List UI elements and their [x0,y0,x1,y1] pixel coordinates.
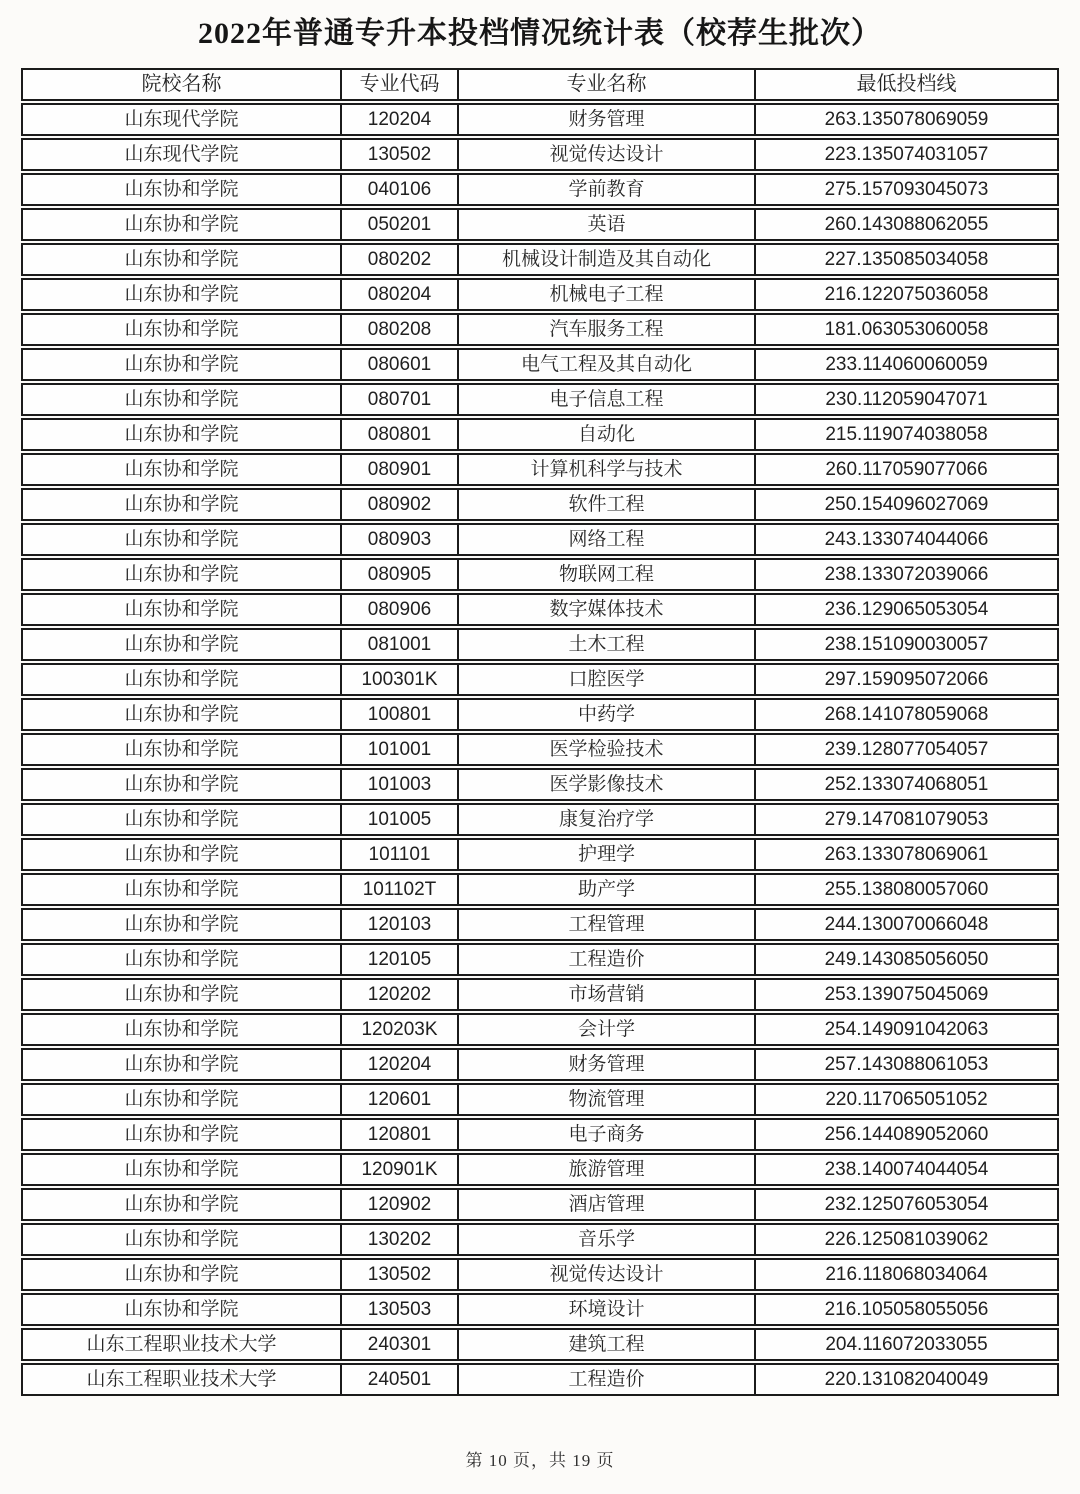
page-title: 2022年普通专升本投档情况统计表（校荐生批次） [198,17,882,50]
table-row [21,663,1059,696]
min-score-cell: 297.159095072066 [756,663,1059,696]
major-name-cell: 英语 [459,208,756,241]
column-header-school: 院校名称 [21,68,342,101]
major-code-cell: 081001 [342,628,459,661]
school-cell: 山东现代学院 [21,138,342,171]
major-name-cell: 物联网工程 [459,558,756,591]
major-code-cell: 040106 [342,173,459,206]
school-cell: 山东协和学院 [21,1188,342,1221]
min-score-cell: 216.105058055056 [756,1293,1059,1326]
school-cell: 山东协和学院 [21,1153,342,1186]
min-score-cell: 230.112059047071 [756,383,1059,416]
min-score-cell: 263.133078069061 [756,838,1059,871]
major-name-cell: 环境设计 [459,1293,756,1326]
major-code-cell: 101003 [342,768,459,801]
major-name-cell: 数字媒体技术 [459,593,756,626]
school-cell: 山东协和学院 [21,1223,342,1256]
min-score-cell: 238.133072039066 [756,558,1059,591]
major-name-cell: 机械电子工程 [459,278,756,311]
page-number-footer: 第 10 页，共 19 页 [465,1451,615,1470]
table-row [21,628,1059,661]
major-name-cell: 口腔医学 [459,663,756,696]
major-code-cell: 130502 [342,1258,459,1291]
table-row [21,1118,1059,1151]
major-code-cell: 120105 [342,943,459,976]
major-code-cell: 101101 [342,838,459,871]
min-score-cell: 250.154096027069 [756,488,1059,521]
column-header-major-code: 专业代码 [342,68,459,101]
admission-stats-table [21,66,1059,1398]
school-cell: 山东协和学院 [21,1013,342,1046]
table-row [21,418,1059,451]
school-cell: 山东协和学院 [21,593,342,626]
major-code-cell: 120203K [342,1013,459,1046]
school-cell: 山东协和学院 [21,348,342,381]
major-name-cell: 旅游管理 [459,1153,756,1186]
major-code-cell: 120902 [342,1188,459,1221]
table-row [21,1293,1059,1326]
school-cell: 山东协和学院 [21,383,342,416]
school-cell: 山东协和学院 [21,278,342,311]
major-code-cell: 120202 [342,978,459,1011]
school-cell: 山东协和学院 [21,908,342,941]
column-header-major-name: 专业名称 [459,68,756,101]
table-row [21,103,1059,136]
table-row [21,838,1059,871]
major-code-cell: 080906 [342,593,459,626]
major-name-cell: 自动化 [459,418,756,451]
major-name-cell: 会计学 [459,1013,756,1046]
school-cell: 山东协和学院 [21,453,342,486]
major-name-cell: 财务管理 [459,1048,756,1081]
table-row [21,978,1059,1011]
major-code-cell: 080901 [342,453,459,486]
min-score-cell: 263.135078069059 [756,103,1059,136]
school-cell: 山东协和学院 [21,173,342,206]
min-score-cell: 275.157093045073 [756,173,1059,206]
major-code-cell: 120103 [342,908,459,941]
major-code-cell: 080202 [342,243,459,276]
major-code-cell: 240301 [342,1328,459,1361]
major-code-cell: 080701 [342,383,459,416]
table-row [21,278,1059,311]
major-name-cell: 物流管理 [459,1083,756,1116]
major-name-cell: 机械设计制造及其自动化 [459,243,756,276]
major-name-cell: 康复治疗学 [459,803,756,836]
major-code-cell: 130502 [342,138,459,171]
major-name-cell: 学前教育 [459,173,756,206]
major-code-cell: 080801 [342,418,459,451]
min-score-cell: 260.143088062055 [756,208,1059,241]
table-row [21,1013,1059,1046]
table-row [21,1328,1059,1361]
min-score-cell: 181.063053060058 [756,313,1059,346]
min-score-cell: 238.140074044054 [756,1153,1059,1186]
major-code-cell: 101102T [342,873,459,906]
school-cell: 山东现代学院 [21,103,342,136]
major-code-cell: 050201 [342,208,459,241]
table-row [21,1188,1059,1221]
table-row [21,383,1059,416]
school-cell: 山东协和学院 [21,978,342,1011]
min-score-cell: 239.128077054057 [756,733,1059,766]
school-cell: 山东工程职业技术大学 [21,1363,342,1396]
major-code-cell: 080204 [342,278,459,311]
major-name-cell: 市场营销 [459,978,756,1011]
major-name-cell: 软件工程 [459,488,756,521]
major-code-cell: 120204 [342,103,459,136]
min-score-cell: 244.130070066048 [756,908,1059,941]
school-cell: 山东协和学院 [21,628,342,661]
table-row [21,803,1059,836]
table-row [21,1223,1059,1256]
school-cell: 山东协和学院 [21,838,342,871]
table-row [21,943,1059,976]
major-code-cell: 120204 [342,1048,459,1081]
table-row [21,138,1059,171]
table-row [21,698,1059,731]
major-name-cell: 电气工程及其自动化 [459,348,756,381]
school-cell: 山东协和学院 [21,1083,342,1116]
major-name-cell: 汽车服务工程 [459,313,756,346]
major-code-cell: 240501 [342,1363,459,1396]
min-score-cell: 204.116072033055 [756,1328,1059,1361]
min-score-cell: 268.141078059068 [756,698,1059,731]
min-score-cell: 223.135074031057 [756,138,1059,171]
min-score-cell: 220.117065051052 [756,1083,1059,1116]
table-row [21,348,1059,381]
table-row [21,733,1059,766]
school-cell: 山东协和学院 [21,313,342,346]
table-row [21,173,1059,206]
major-code-cell: 080902 [342,488,459,521]
major-code-cell: 100301K [342,663,459,696]
min-score-cell: 233.114060060059 [756,348,1059,381]
major-code-cell: 100801 [342,698,459,731]
column-header-min-score: 最低投档线 [756,68,1059,101]
major-name-cell: 视觉传达设计 [459,138,756,171]
table-row [21,873,1059,906]
table-row [21,243,1059,276]
school-cell: 山东协和学院 [21,208,342,241]
school-cell: 山东协和学院 [21,418,342,451]
major-name-cell: 电子商务 [459,1118,756,1151]
major-code-cell: 080208 [342,313,459,346]
major-name-cell: 土木工程 [459,628,756,661]
table-row [21,1363,1059,1396]
min-score-cell: 257.143088061053 [756,1048,1059,1081]
major-name-cell: 财务管理 [459,103,756,136]
min-score-cell: 253.139075045069 [756,978,1059,1011]
table-row [21,768,1059,801]
table-row [21,593,1059,626]
min-score-cell: 249.143085056050 [756,943,1059,976]
major-name-cell: 网络工程 [459,523,756,556]
min-score-cell: 236.129065053054 [756,593,1059,626]
major-name-cell: 护理学 [459,838,756,871]
table-row [21,523,1059,556]
table-row [21,558,1059,591]
min-score-cell: 255.138080057060 [756,873,1059,906]
min-score-cell: 243.133074044066 [756,523,1059,556]
school-cell: 山东协和学院 [21,558,342,591]
table-header [21,68,1059,101]
school-cell: 山东协和学院 [21,943,342,976]
school-cell: 山东协和学院 [21,243,342,276]
major-name-cell: 视觉传达设计 [459,1258,756,1291]
major-name-cell: 建筑工程 [459,1328,756,1361]
min-score-cell: 227.135085034058 [756,243,1059,276]
major-name-cell: 工程管理 [459,908,756,941]
major-name-cell: 助产学 [459,873,756,906]
school-cell: 山东协和学院 [21,1048,342,1081]
table-row [21,1048,1059,1081]
school-cell: 山东协和学院 [21,523,342,556]
school-cell: 山东协和学院 [21,733,342,766]
table-row [21,908,1059,941]
major-code-cell: 080905 [342,558,459,591]
header-row [21,68,1059,101]
school-cell: 山东协和学院 [21,1118,342,1151]
school-cell: 山东协和学院 [21,768,342,801]
table-row [21,1258,1059,1291]
major-code-cell: 130503 [342,1293,459,1326]
school-cell: 山东协和学院 [21,1258,342,1291]
table-body [21,103,1059,1396]
school-cell: 山东协和学院 [21,1293,342,1326]
school-cell: 山东协和学院 [21,873,342,906]
table-row [21,1153,1059,1186]
major-name-cell: 工程造价 [459,1363,756,1396]
school-cell: 山东协和学院 [21,803,342,836]
table-row [21,453,1059,486]
major-code-cell: 080601 [342,348,459,381]
major-code-cell: 080903 [342,523,459,556]
min-score-cell: 238.151090030057 [756,628,1059,661]
min-score-cell: 220.131082040049 [756,1363,1059,1396]
major-code-cell: 101001 [342,733,459,766]
min-score-cell: 260.117059077066 [756,453,1059,486]
min-score-cell: 254.149091042063 [756,1013,1059,1046]
major-code-cell: 101005 [342,803,459,836]
school-cell: 山东工程职业技术大学 [21,1328,342,1361]
min-score-cell: 216.118068034064 [756,1258,1059,1291]
min-score-cell: 256.144089052060 [756,1118,1059,1151]
major-name-cell: 酒店管理 [459,1188,756,1221]
min-score-cell: 252.133074068051 [756,768,1059,801]
table-row [21,208,1059,241]
major-code-cell: 130202 [342,1223,459,1256]
table-row [21,313,1059,346]
min-score-cell: 216.122075036058 [756,278,1059,311]
major-name-cell: 中药学 [459,698,756,731]
major-name-cell: 医学检验技术 [459,733,756,766]
min-score-cell: 226.125081039062 [756,1223,1059,1256]
table-row [21,1083,1059,1116]
min-score-cell: 279.147081079053 [756,803,1059,836]
major-code-cell: 120801 [342,1118,459,1151]
school-cell: 山东协和学院 [21,488,342,521]
school-cell: 山东协和学院 [21,663,342,696]
major-name-cell: 医学影像技术 [459,768,756,801]
major-name-cell: 计算机科学与技术 [459,453,756,486]
school-cell: 山东协和学院 [21,698,342,731]
major-name-cell: 工程造价 [459,943,756,976]
table-row [21,488,1059,521]
major-name-cell: 电子信息工程 [459,383,756,416]
major-code-cell: 120601 [342,1083,459,1116]
min-score-cell: 232.125076053054 [756,1188,1059,1221]
min-score-cell: 215.119074038058 [756,418,1059,451]
major-name-cell: 音乐学 [459,1223,756,1256]
major-code-cell: 120901K [342,1153,459,1186]
